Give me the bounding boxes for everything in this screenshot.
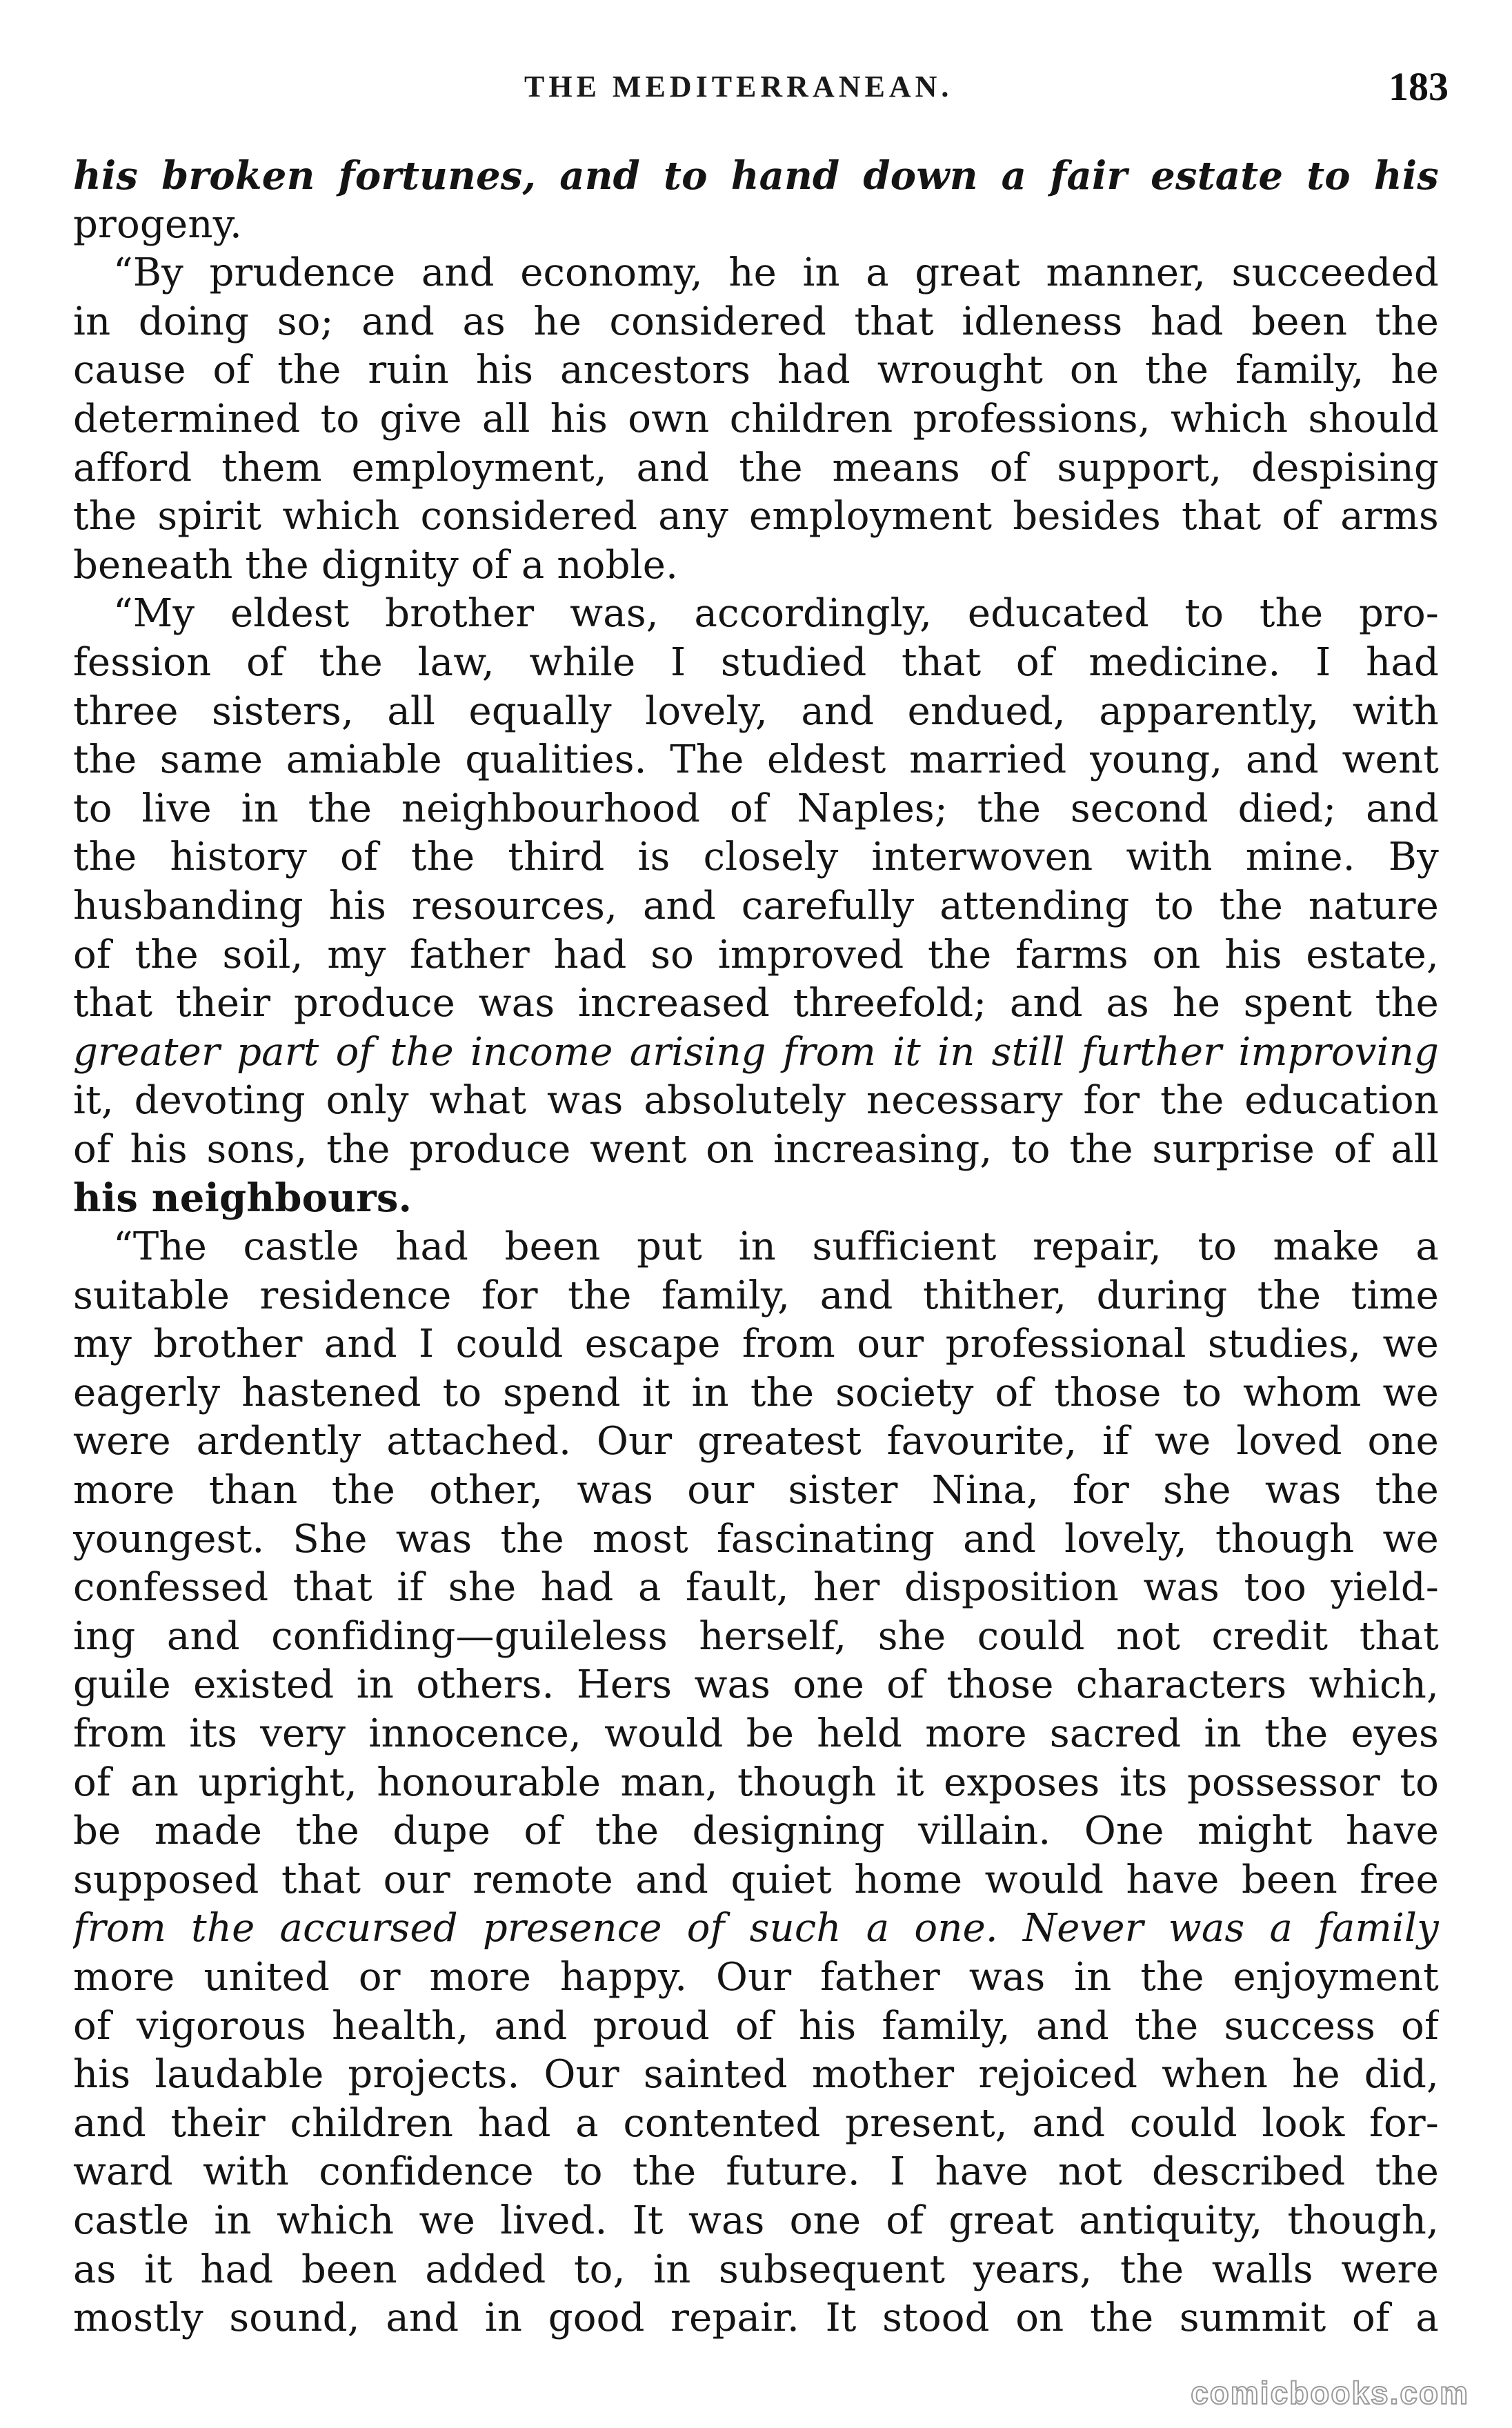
text-line: fession of the law, while I studied that of medicine. I had (73, 639, 1439, 685)
running-title: THE MEDITERRANEAN. (524, 70, 953, 103)
text-line: to live in the neighbourhood of Naples; the second died; and (73, 786, 1439, 831)
text-line: as it had been added to, in subsequent years, the walls were (73, 2247, 1439, 2292)
text-line: my brother and I could escape from our professional studies, we (73, 1322, 1439, 1367)
text-line: and their children had a contented present, and could look for- (73, 2100, 1439, 2146)
text-line: mostly sound, and in good repair. It stood on the summit of a (73, 2296, 1439, 2341)
text-line: “By prudence and economy, he in a great manner, succeeded (113, 250, 1439, 296)
text-line: were ardently attached. Our greatest favourite, if we loved one (73, 1419, 1439, 1464)
text-line: his broken fortunes, and to hand down a fair estate to his (73, 153, 1439, 199)
text-line: greater part of the income arising from it in still further improving (73, 1029, 1439, 1075)
text-line: determined to give all his own children professions, which should (73, 396, 1439, 441)
text-line: castle in which we lived. It was one of great antiquity, though, (73, 2198, 1439, 2243)
text-line: more united or more happy. Our father was in the enjoyment (73, 1954, 1439, 2000)
text-line: youngest. She was the most fascinating and lovely, though we (73, 1516, 1439, 1562)
text-line: progeny. (73, 201, 242, 247)
text-line: it, devoting only what was absolutely necessary for the education (73, 1078, 1439, 1124)
text-line: “My eldest brother was, accordingly, educated to the pro- (113, 591, 1439, 637)
text-line: of vigorous health, and proud of his family, and the success of (73, 2003, 1439, 2049)
text-line: husbanding his resources, and carefully attending to the nature (73, 883, 1439, 928)
text-line: eagerly hastened to spend it in the society of those to whom we (73, 1370, 1439, 1415)
text-line: from its very innocence, would be held more sacred in the eyes (73, 1711, 1439, 1756)
text-line: in doing so; and as he considered that idleness had been the (73, 299, 1439, 344)
text-line: “The castle had been put in sufficient repair, to make a (113, 1224, 1439, 1270)
text-line: three sisters, all equally lovely, and endued, apparently, with (73, 688, 1439, 734)
text-line: his neighbours. (73, 1175, 412, 1222)
text-line: his laudable projects. Our sainted mother rejoiced when he did, (73, 2052, 1439, 2098)
text-line: guile existed in others. Hers was one of those characters which, (73, 1662, 1439, 1708)
text-line: of his sons, the produce went on increasing, to the surprise of all (73, 1126, 1439, 1172)
text-line: confessed that if she had a fault, her disposition was too yield- (73, 1565, 1439, 1611)
text-line: cause of the ruin his ancestors had wrought on the family, he (73, 348, 1439, 393)
watermark-logo: comicbooks.com (1191, 2375, 1469, 2411)
text-line: ward with confidence to the future. I have not described the (73, 2149, 1439, 2195)
text-line: beneath the dignity of a noble. (73, 542, 679, 588)
text-line: the same amiable qualities. The eldest married young, and went (73, 737, 1439, 783)
text-line: more than the other, was our sister Nina, for she was the (73, 1468, 1439, 1513)
text-line: afford them employment, and the means of support, despising (73, 445, 1439, 490)
text-line: the spirit which considered any employment besides that of arms (73, 494, 1439, 539)
text-line: suitable residence for the family, and thither, during the time (73, 1273, 1439, 1318)
page-number: 183 (1389, 64, 1449, 109)
text-line: ing and confiding—guileless herself, she could not credit that (73, 1613, 1439, 1659)
text-line: that their produce was increased threefold; and as he spent the (73, 981, 1439, 1026)
text-line: of the soil, my father had so improved the farms on his estate, (73, 932, 1439, 977)
text-line: from the accursed presence of such a one. Never was a family (73, 1906, 1439, 1951)
text-line: of an upright, honourable man, though it exposes its possessor to (73, 1760, 1439, 1805)
text-line: be made the dupe of the designing villain. One might have (73, 1809, 1439, 1854)
text-line: the history of the third is closely interwoven with mine. By (73, 835, 1439, 880)
body-text (73, 152, 1439, 2352)
text-line: supposed that our remote and quiet home would have been free (73, 1857, 1439, 1902)
